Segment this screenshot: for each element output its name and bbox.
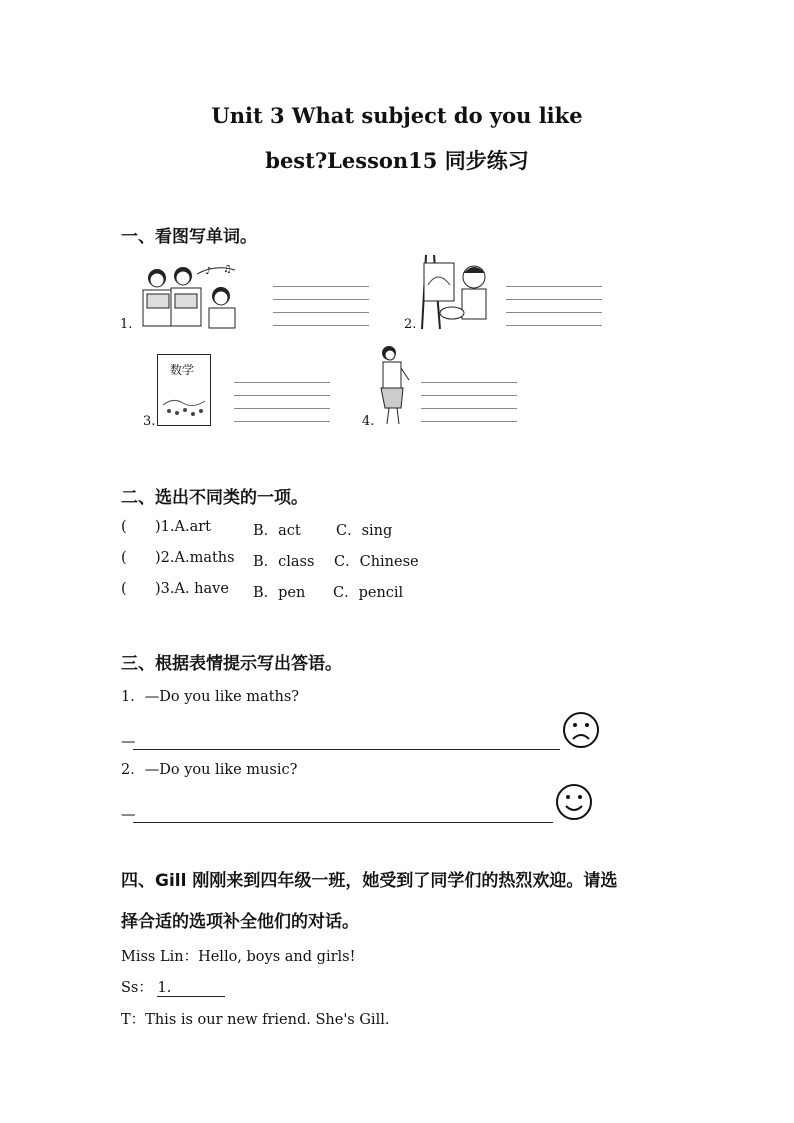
option-c: C．sing [336,523,393,539]
svg-text:♪: ♪ [205,266,212,277]
title-line-1: Unit 3 What subject do you like [211,103,583,128]
book-label: 数学 [170,363,195,377]
dialogue-blank-1[interactable]: 1. [157,980,225,997]
sad-face-icon [562,711,600,753]
painting-child-picture [420,255,492,330]
section-3-question-2: 2．—Do you like music? [121,762,298,778]
section-4-heading-line-1: 四、Gill 刚刚来到四年级一班，她受到了同学们的热烈欢迎。请选 [121,871,618,891]
answer-dash: — [121,807,136,823]
answer-paren[interactable]: ( [121,581,127,597]
option-b: B．pen [253,585,306,601]
section-4-heading-line-2: 择合适的选项补全他们的对话。 [121,912,359,932]
item-2-answer-lines[interactable] [506,286,602,338]
dialogue-line-3: T：This is our new friend. She's Gill. [121,1012,390,1028]
answer-paren[interactable]: ( [121,519,127,535]
answer-line-2[interactable] [133,805,553,823]
svg-text:♫: ♫ [223,264,232,275]
option-c: C．pencil [333,585,404,601]
dialogue-line-1: Miss Lin：Hello, boys and girls! [121,949,356,965]
item-4-answer-lines[interactable] [421,382,517,434]
item-2-number: 2. [404,317,417,332]
item-3-answer-lines[interactable] [234,382,330,434]
item-4-number: 4. [362,414,375,429]
item-1-number: 1. [120,317,133,332]
option-b: B．act [253,523,301,539]
option-a: )1.A.art [155,519,211,535]
section-2-heading: 二、选出不同类的一项。 [121,488,308,508]
option-a: )2.A.maths [155,550,235,566]
answer-line-1[interactable] [133,732,560,750]
happy-face-icon [555,783,593,825]
option-a: )3.A. have [155,581,229,597]
section-1-heading: 一、看图写单词。 [121,227,257,247]
title-line-2: best?Lesson15 同步练习 [265,148,529,173]
item-3-number: 3. [143,414,156,429]
section-3-heading: 三、根据表情提示写出答语。 [121,654,342,674]
answer-dash: — [121,734,136,750]
teacher-picture [375,344,415,428]
option-c: C．Chinese [334,554,419,570]
item-1-answer-lines[interactable] [273,286,369,338]
answer-paren[interactable]: ( [121,550,127,566]
section-3-question-1: 1．—Do you like maths? [121,689,300,705]
option-b: B．class [253,554,315,570]
dialogue-line-2 [121,976,225,997]
maths-book-picture [157,354,211,426]
singing-students-picture [135,260,240,330]
dialogue-speaker: Ss： [121,980,153,996]
